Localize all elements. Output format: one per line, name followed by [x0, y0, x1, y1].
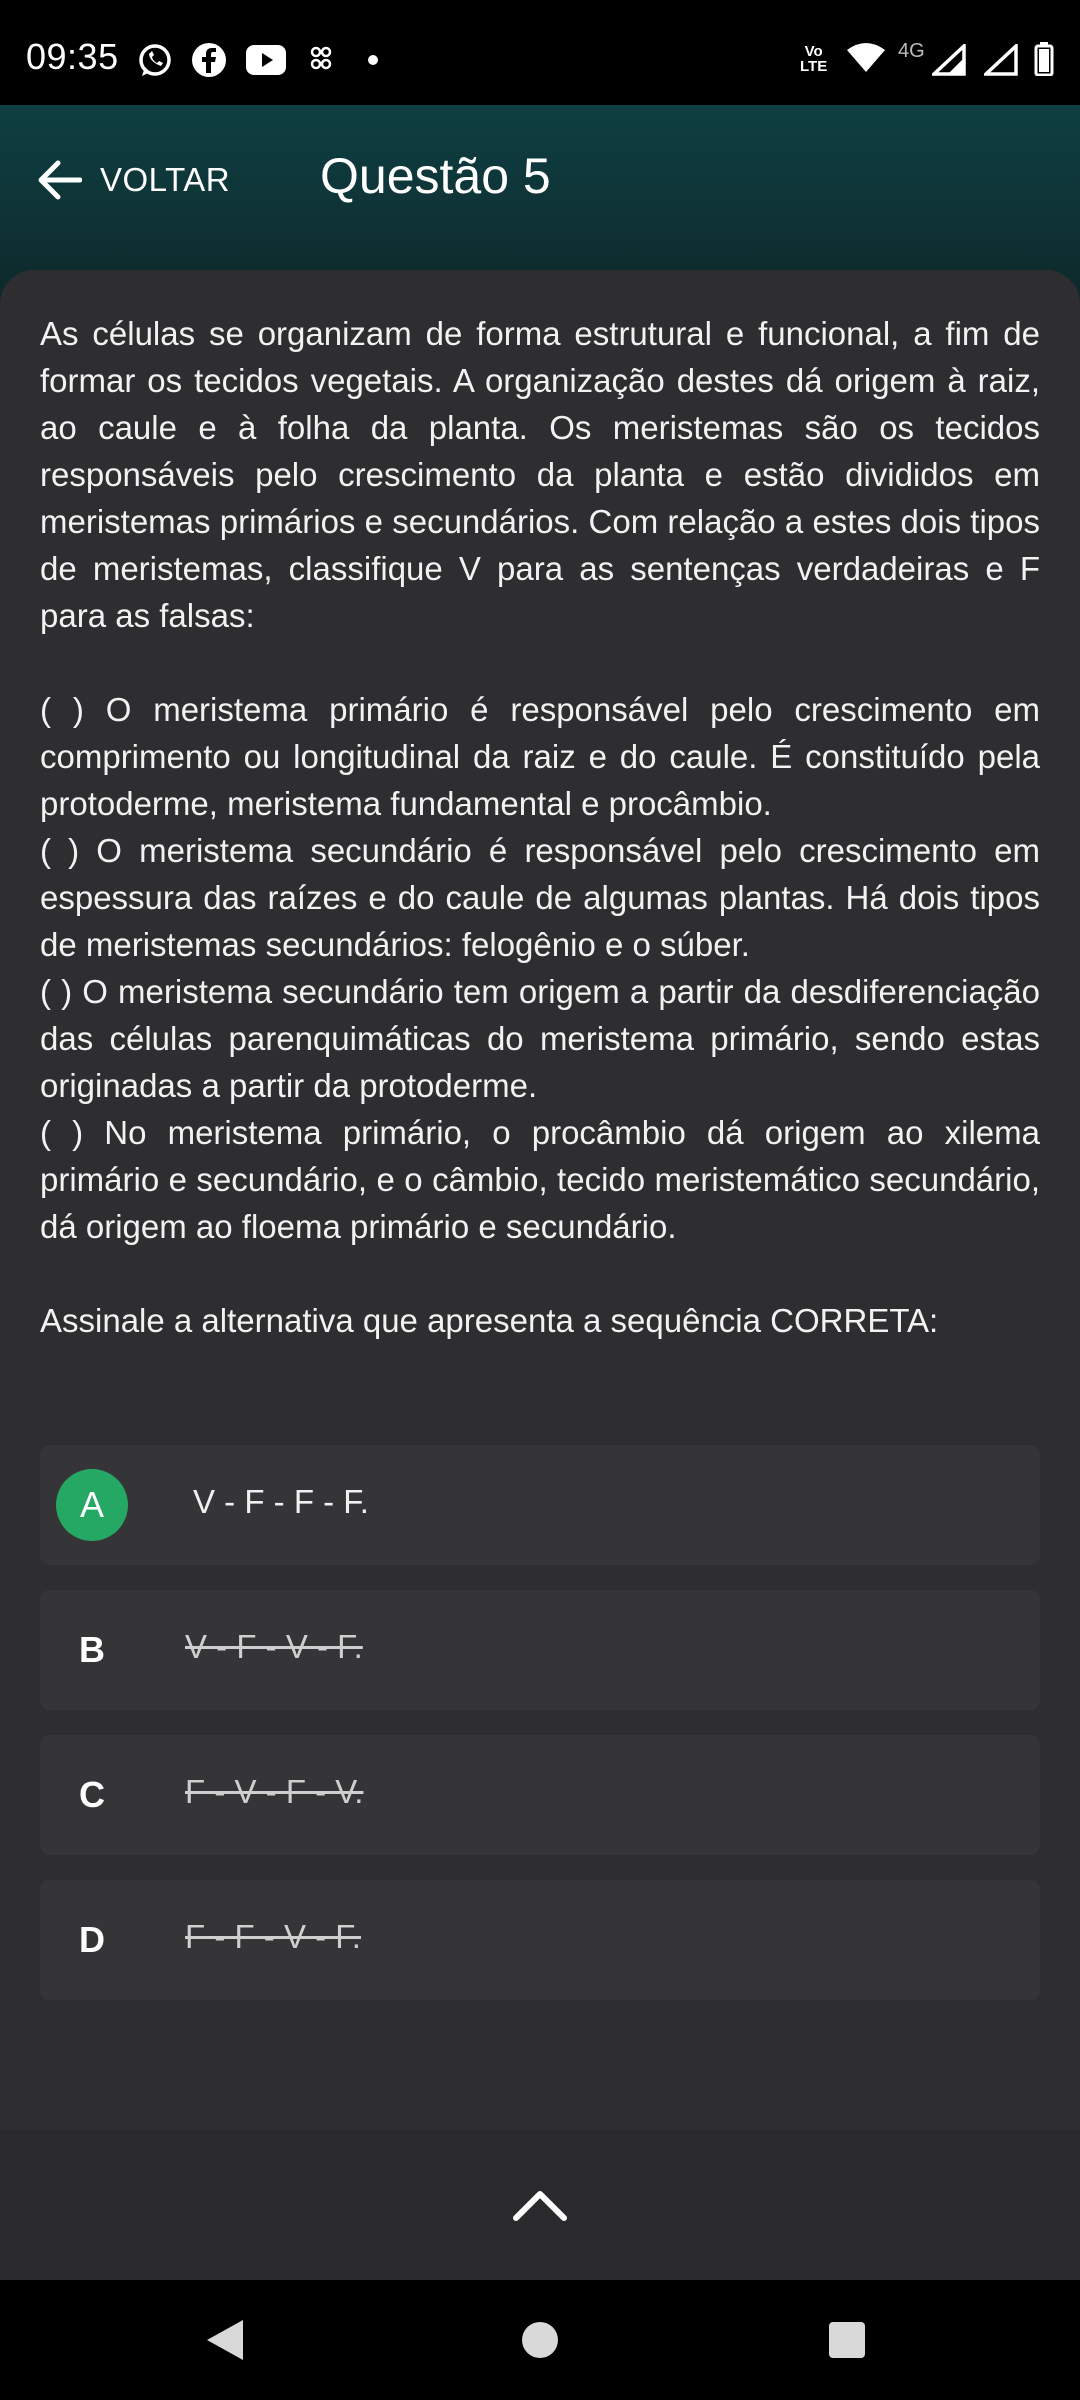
option-letter-d: D — [79, 1919, 105, 1960]
option-b[interactable] — [40, 1590, 1040, 1710]
notification-dot — [368, 55, 378, 65]
question-intro: As células se organizam de forma estrutural e funcional, a fim de formar os tecidos vegetais. A organização destes dá origem à raiz, ao caule e à folha da planta. Os meristemas são os tecidos responsáveis pelo crescimento da planta e estão divididos em meristemas primários e secundários. Com relação a estes dois tipos de meristemas, classifique V para as sentenças verdadeiras e F para as falsas: — [40, 315, 1040, 634]
option-letter-c: C — [79, 1774, 105, 1815]
app-icon — [310, 46, 332, 77]
statement-3: ( ) O meristema secundário tem origem a partir da desdiferenciação das células parenquimáticas do meristema primário, sendo estas originadas a partir da protoderme. — [40, 973, 1040, 1104]
statement-4: ( ) No meristema primário, o procâmbio dá origem ao xilema primário e secundário, e o câmbio, tecido meristemático secundário, dá origem ao floema primário e secundário. — [40, 1114, 1040, 1245]
page-title: Questão 5 — [320, 148, 551, 204]
arrow-left-icon — [36, 159, 82, 201]
question-prompt: Assinale a alternativa que apresenta a sequência CORRETA: — [40, 1302, 939, 1339]
bottom-bar — [0, 2130, 1080, 2280]
volte-top-text: Vo — [804, 43, 823, 60]
volte-icon — [800, 44, 827, 74]
system-nav-bar — [0, 2280, 1080, 2400]
option-a[interactable] — [40, 1445, 1040, 1565]
status-time: 09:35 — [26, 36, 119, 77]
chevron-up-icon[interactable] — [510, 2180, 570, 2230]
battery-icon — [1034, 42, 1054, 81]
nav-back-icon[interactable] — [205, 2318, 245, 2362]
option-text-d: F - F - V - F. — [185, 1918, 361, 1955]
youtube-icon — [245, 44, 287, 81]
wifi-icon — [846, 42, 886, 79]
option-letter-a: A — [56, 1469, 128, 1541]
option-text-b: V - F - V - F. — [185, 1628, 363, 1665]
question-text — [40, 310, 1040, 1344]
nav-home-icon[interactable] — [522, 2322, 558, 2358]
status-bar — [0, 0, 1080, 105]
back-label: VOLTAR — [100, 161, 231, 198]
facebook-icon — [191, 42, 227, 83]
statement-1: ( ) O meristema primário é responsável pelo crescimento em comprimento ou longitudinal da raiz e do caule. É constituído pela protoderme, meristema fundamental e procâmbio. — [40, 691, 1040, 822]
nav-recents-icon[interactable] — [829, 2322, 865, 2358]
statement-2: ( ) O meristema secundário é responsável pelo crescimento em espessura das raízes e do caule de algumas plantas. Há dois tipos de meristemas secundários: felogênio e o súber. — [40, 832, 1040, 963]
option-text-c: F - V - F - V. — [185, 1773, 364, 1810]
option-c[interactable] — [40, 1735, 1040, 1855]
whatsapp-icon — [136, 42, 174, 85]
option-text-a: V - F - F - F. — [193, 1483, 369, 1520]
volte-bottom-text: LTE — [800, 58, 828, 75]
option-letter-b: B — [79, 1629, 105, 1670]
option-d[interactable] — [40, 1880, 1040, 2000]
4g-signal-icon — [932, 44, 966, 81]
network-type: 4G — [898, 40, 925, 62]
back-button[interactable] — [36, 145, 230, 215]
signal-icon — [984, 44, 1018, 81]
question-card — [0, 270, 1080, 2130]
